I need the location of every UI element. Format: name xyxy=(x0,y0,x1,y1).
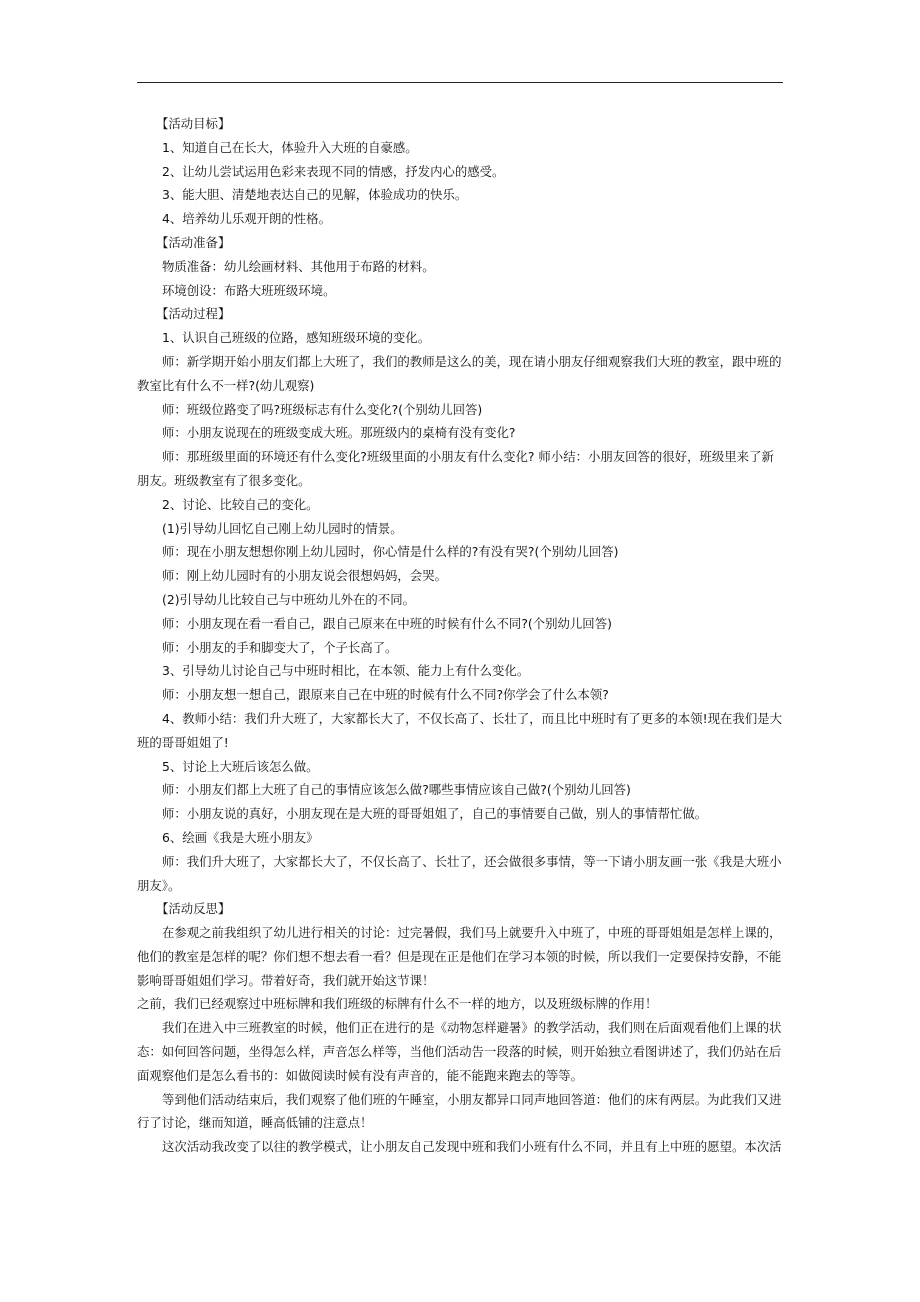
paragraph: 师：小朋友想一想自己，跟原来自己在中班的时候有什么不同?你学会了什么本领? xyxy=(162,687,609,703)
paragraph: 我们在进入中三班教室的时候，他们正在进行的是《动物怎样避暑》的教学活动，我们则在后面观看他们上课的状态：如何回答问题，坐得怎么样，声音怎么样等，当他们活动告一段落的时候，则开始独立看图讲述了，我们仍站在后面观察他们是怎么看书的：如做阅读时候有没有声音的，能不能跑来跑去的等等。 xyxy=(137,1020,782,1083)
paragraph: 在参观之前我组织了幼儿进行相关的讨论：过完暑假，我们马上就要升入中班了，中班的哥哥姐姐是怎样上课的，他们的教室是怎样的呢？你们想不想去看一看？但是现在正是他们在学习本领的时候，所以我们一定要保持安静，不能影响哥哥姐姐们学习。带着好奇，我们就开始这节课！ xyxy=(137,925,782,988)
paragraph: 1、认识自己班级的位路，感知班级环境的变化。 xyxy=(162,330,431,346)
paragraph: 师：小朋友现在看一看自己，跟自己原来在中班的时候有什么不同?(个别幼儿回答) xyxy=(162,615,612,631)
paragraph: 师：小朋友们都上大班了自己的事情应该怎么做?哪些事情应该自己做?(个别幼儿回答) xyxy=(162,782,631,798)
paragraph: 师：小朋友的手和脚变大了，个子长高了。 xyxy=(162,639,398,655)
paragraph: 师：小朋友说的真好，小朋友现在是大班的哥哥姐姐了，自己的事情要自己做，别人的事情帮忙做。 xyxy=(162,806,708,822)
section-heading: 【活动目标】 xyxy=(156,116,231,131)
paragraph: 师：新学期开始小朋友们都上大班了，我们的教师是这么的美，现在请小朋友仔细观察我们大班的教室，跟中班的教室比有什么不一样?(幼儿观察) xyxy=(137,353,782,393)
paragraph: 3、引导幼儿讨论自己与中班时相比，在本领、能力上有什么变化。 xyxy=(162,663,530,679)
paragraph: 师：小朋友说现在的班级变成大班。那班级内的桌椅有没有变化? xyxy=(162,425,516,441)
paragraph: 4、教师小结：我们升大班了，大家都长大了，不仅长高了、长壮了，而且比中班时有了更多的本领!现在我们是大班的哥哥姐姐了! xyxy=(137,710,782,750)
paragraph: 这次活动我改变了以往的教学模式，让小朋友自己发现中班和我们小班有什么不同，并且有上中班的愿望。本次活 xyxy=(162,1139,782,1155)
paragraph: 师：现在小朋友想想你刚上幼儿园时，你心情是什么样的?有没有哭?(个别幼儿回答) xyxy=(162,544,619,560)
paragraph: 4、培养幼儿乐观开朗的性格。 xyxy=(162,211,331,227)
paragraph: (1)引导幼儿回忆自己刚上幼儿园时的情景。 xyxy=(162,520,403,536)
header-rule xyxy=(137,82,783,83)
document-body xyxy=(137,112,783,1159)
section-heading: 【活动过程】 xyxy=(156,306,231,322)
paragraph: 1、知道自己在长大，体验升入大班的自豪感。 xyxy=(162,139,418,155)
paragraph: 2、让幼儿尝试运用色彩来表现不同的情感，抒发内心的感受。 xyxy=(162,163,505,179)
paragraph: 师：我们升大班了，大家都长大了，不仅长高了、长壮了，还会做很多事情，等一下请小朋友画一张《我是大班小朋友》。 xyxy=(137,853,782,893)
paragraph: 环境创设：布路大班班级环境。 xyxy=(162,282,336,298)
section-heading: 【活动准备】 xyxy=(156,234,231,250)
paragraph: 3、能大胆、清楚地表达自己的见解，体验成功的快乐。 xyxy=(162,187,468,203)
paragraph: 2、讨论、比较自己的变化。 xyxy=(162,496,319,512)
paragraph: 5、讨论上大班后该怎么做。 xyxy=(162,758,319,774)
paragraph: 之前，我们已经观察过中班标牌和我们班级的标牌有什么不一样的地方，以及班级标牌的作用！ xyxy=(137,996,658,1012)
paragraph: 师：刚上幼儿园时有的小朋友说会很想妈妈，会哭。 xyxy=(162,568,447,584)
paragraph: 师：那班级里面的环境还有什么变化?班级里面的小朋友有什么变化? 师小结：小朋友回答的很好，班级里来了新朋友。班级教室有了很多变化。 xyxy=(137,449,774,488)
paragraph: (2)引导幼儿比较自己与中班幼儿外在的不同。 xyxy=(162,591,415,607)
paragraph: 6、绘画《我是大班小朋友》 xyxy=(162,829,319,845)
paragraph: 等到他们活动结束后，我们观察了他们班的午睡室，小朋友都异口同声地回答道：他们的床有两层。为此我们又进行了讨论，继而知道，睡高低铺的注意点！ xyxy=(137,1091,782,1131)
paragraph: 物质准备：幼儿绘画材料、其他用于布路的材料。 xyxy=(162,258,435,274)
section-heading: 【活动反思】 xyxy=(156,901,231,917)
paragraph: 师：班级位路变了吗?班级标志有什么变化?(个别幼儿回答) xyxy=(162,401,483,417)
